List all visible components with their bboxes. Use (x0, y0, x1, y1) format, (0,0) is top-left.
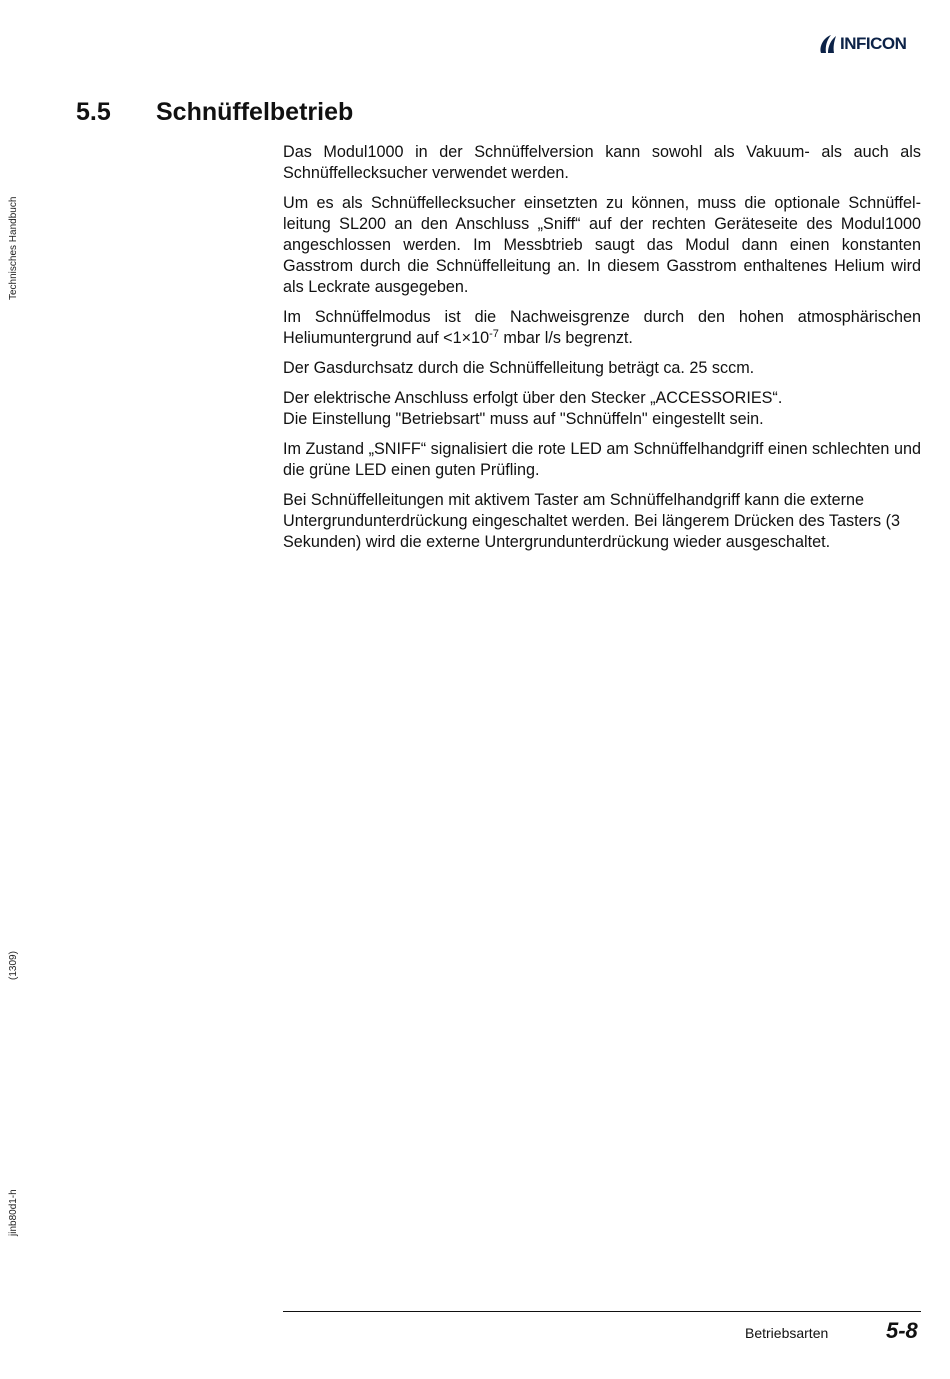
footer-chapter: Betriebsarten (745, 1325, 829, 1341)
paragraph-sniff-state: Im Zustand „SNIFF“ signalisiert die rote LED am Schnüffelhandgriff einen schlechten und die grüne LED einen guten Prüfling. (283, 440, 921, 479)
paragraph-detection-limit (283, 307, 921, 349)
connection-line-2: Die Einstellung "Betriebsart" muss auf "Schnüffeln" eingestellt sein. (283, 410, 764, 428)
inficon-logo (818, 32, 906, 56)
logo-text: INFICON (840, 34, 907, 53)
margin-version-code: (1309) (8, 951, 19, 980)
footer-divider (283, 1311, 921, 1312)
section-title: Schnüffelbetrieb (156, 98, 354, 126)
footer-page-number: 5-8 (886, 1318, 918, 1343)
margin-document-id: jinb80d1-h (8, 1189, 19, 1236)
detection-limit-unit: mbar l/s begrenzt. (498, 329, 633, 347)
paragraph-gas-flow: Der Gasdurchsatz durch die Schnüffelleitung beträgt ca. 25 sccm. (283, 359, 755, 377)
section-heading (76, 98, 353, 127)
paragraph-connection (283, 388, 921, 430)
detection-limit-exponent: -7 (489, 328, 499, 340)
section-number: 5.5 (76, 98, 111, 126)
paragraph-usage: Um es als Schnüffellecksucher einsetzten zu können, muss die optionale Schnüffel-leitung SL200 an den Anschluss „Sniff“ auf der rechten Geräteseite des Modul1000 angeschlossen werden. Im Messbtrieb saugt das Modul dann einen konstanten Gasstrom durch die Schnüffelleitung an. In diesem Gasstrom enthaltenes Helium wird als Leckrate ausgegeben. (283, 194, 921, 296)
detection-limit-text: Im Schnüffelmodus ist die Nachweisgrenze durch den hohen atmosphärischen Heliumuntergrund auf <1×10 (283, 308, 921, 347)
connection-line-1: Der elektrische Anschluss erfolgt über den Stecker „ACCESSORIES“. (283, 389, 783, 407)
paragraph-button: Bei Schnüffelleitungen mit aktivem Taster am Schnüffelhandgriff kann die externe Untergrundunterdrückung eingeschaltet werden. Bei längerem Drücken des Tasters (3 Sekunden) wird die externe Untergrundunterdrückung wieder ausgeschaltet. (283, 491, 900, 551)
margin-manual-title: Technisches Handbuch (8, 196, 19, 300)
section-body (283, 142, 921, 562)
inficon-logo-icon (818, 33, 838, 55)
paragraph-intro: Das Modul1000 in der Schnüffelversion kann sowohl als Vakuum- als auch als Schnüffellecksucher verwendet werden. (283, 143, 921, 182)
